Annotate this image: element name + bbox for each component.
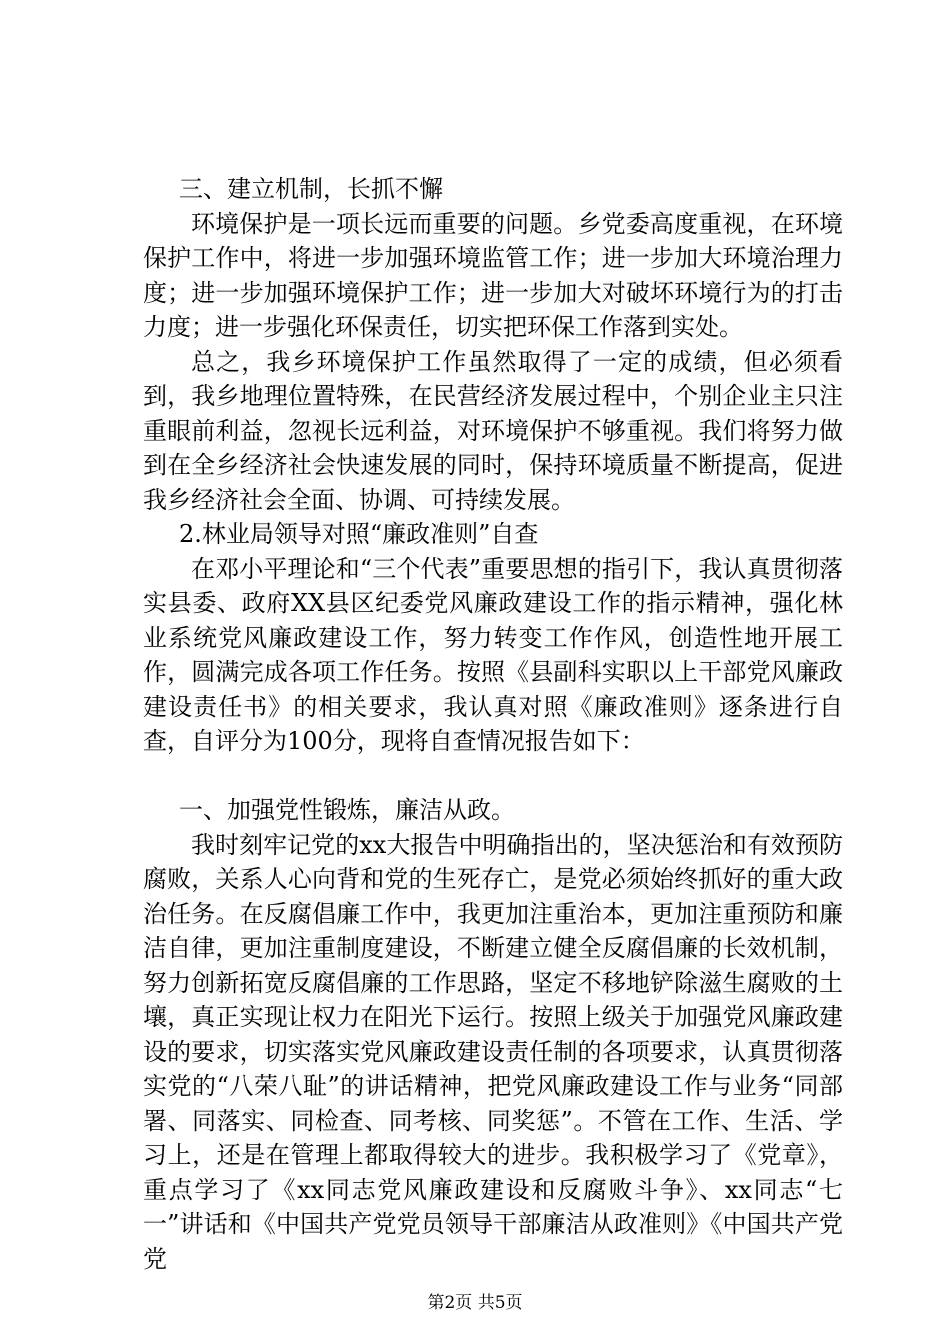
paragraph-party-discipline: 我时刻牢记党的xx大报告中明确指出的，坚决惩治和有效预防腐败，关系人心向背和党的生死存亡，是党必须始终抓好的重大政治任务。在反腐倡廉工作中，我更加注重治本，更加注重预防和廉洁自律，更加注重制度建设，不断建立健全反腐倡廉的长效机制，努力创新拓宽反腐倡廉的工作思路，坚定不移地铲除滋生腐败的土壤，真正实现让权力在阳光下运行。按照上级关于加强党风廉政建设的要求，切实落实党风廉政建设责任制的各项要求，认真贯彻落实党的“八荣八耻”的讲话精神，把党风廉政建设工作与业务“同部署、同落实、同检查、同考核、同奖惩”。不管在工作、生活、学习上，还是在管理上都取得较大的进步。我积极学习了《党章》，重点学习了《xx同志党风廉政建设和反腐败斗争》、xx同志“七一”讲话和《中国共产党党员领导干部廉洁从政准则》《中国共产党党 (143, 830, 843, 1273)
section-heading-3: 三、建立机制，长抓不懈 (179, 175, 443, 203)
paragraph-gap (143, 759, 843, 794)
document-body (143, 172, 843, 1276)
paragraph-environment: 环境保护是一项长远而重要的问题。乡党委高度重视，在环境保护工作中，将进一步加强环境监管工作；进一步加大环境治理力度；进一步加强环境保护工作；进一步加大对破坏环境行为的打击力度；进一步强化环保责任，切实把环保工作落到实处。 (143, 209, 843, 341)
section-heading-1: 一、加强党性锻炼，廉洁从政。 (179, 796, 515, 824)
paragraph-summary: 总之，我乡环境保护工作虽然取得了一定的成绩，但必须看到，我乡地理位置特殊，在民营经济发展过程中，个别企业主只注重眼前利益，忽视长远利益，对环境保护不够重视。我们将努力做到在全乡经济社会快速发展的同时，保持环境质量不断提高，促进我乡经济社会全面、协调、可持续发展。 (143, 347, 843, 514)
article-title: 2.林业局领导对照“廉政准则”自查 (179, 520, 539, 548)
page-number: 第2页 共5页 (427, 1293, 523, 1313)
paragraph-intro: 在邓小平理论和“三个代表”重要思想的指引下，我认真贯彻落实县委、政府XX县区纪委党风廉政建设工作的指示精神，强化林业系统党风廉政建设工作，努力转变工作作风，创造性地开展工作，圆满完成各项工作任务。按照《县副科实职以上干部党风廉政建设责任书》的相关要求，我认真对照《廉政准则》逐条进行自查，自评分为100分，现将自查情况报告如下： (143, 554, 843, 755)
